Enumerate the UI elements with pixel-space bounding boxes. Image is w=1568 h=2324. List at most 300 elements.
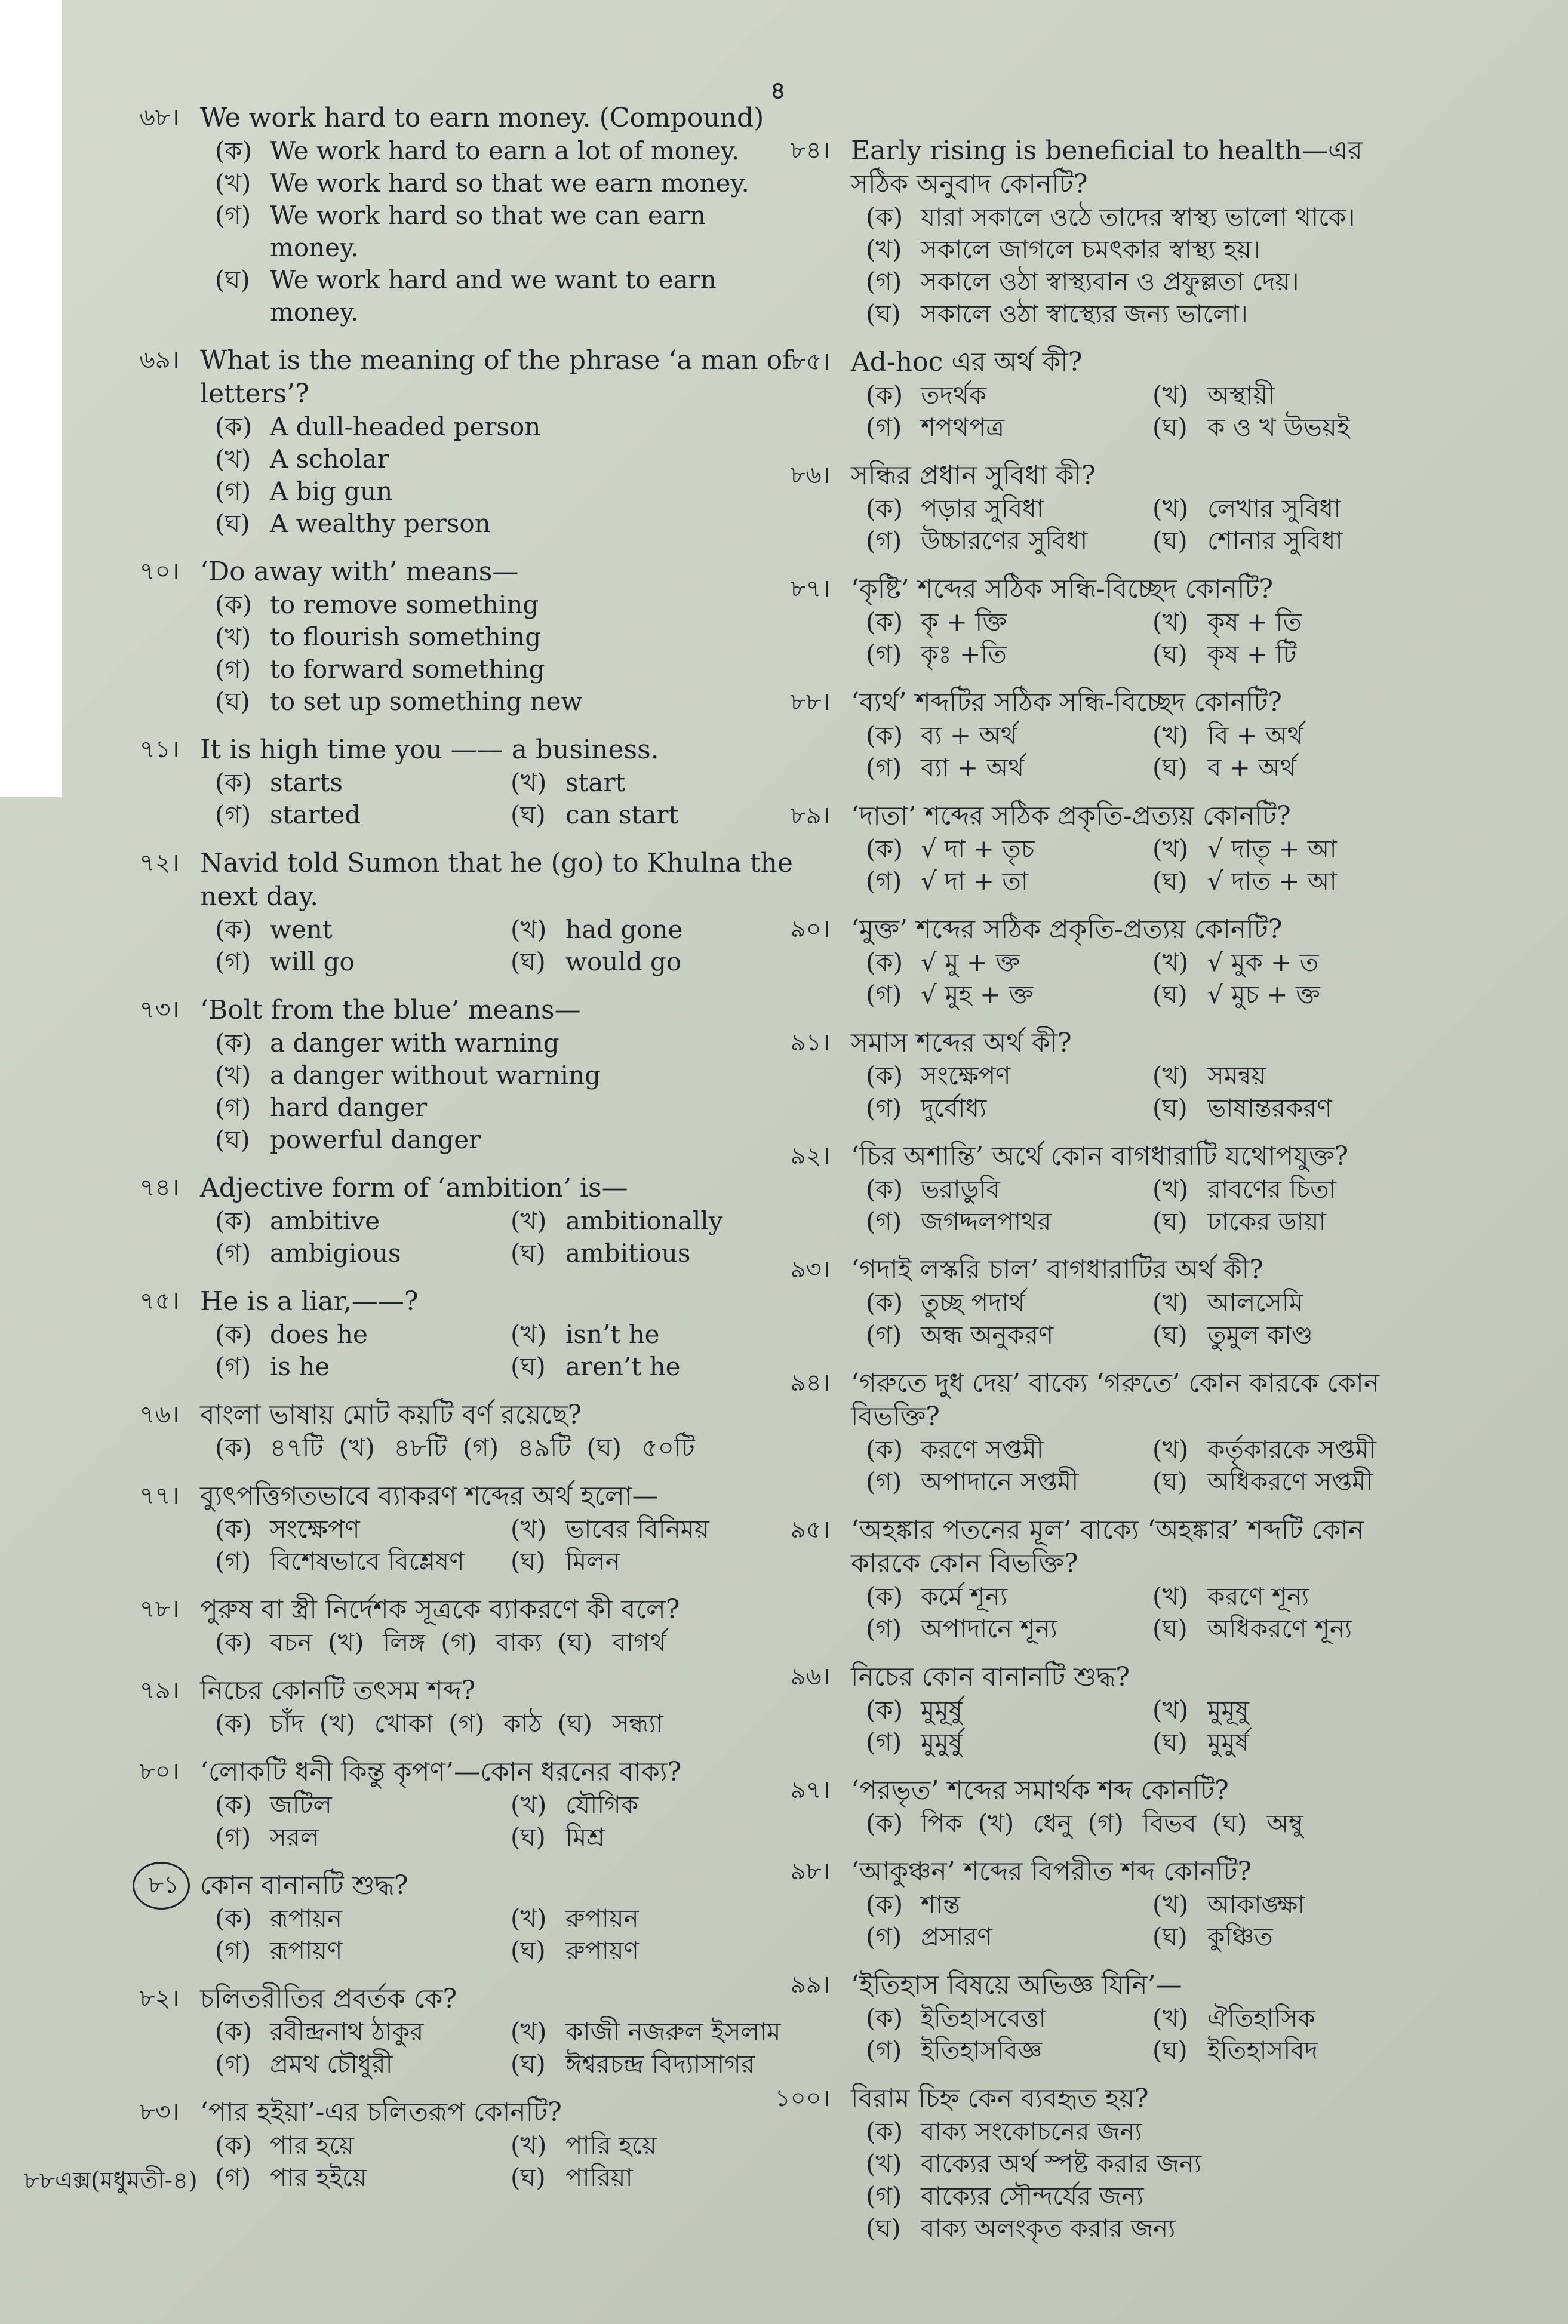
option-list [866,1807,1427,1840]
answer-option [448,1708,542,1740]
option-text: যৌগিক [565,1790,639,1819]
option-text: বচন [270,1628,313,1657]
answer-option [1152,1206,1427,1238]
answer-option [215,475,794,508]
question-text: ‘গরুতে দুধ দেয়’ বাক্যে ‘গরুতে’ কোন কারকে কোন বিভক্তি? [851,1368,1380,1432]
option-list [866,720,1427,784]
answer-option [1152,1581,1427,1613]
answer-option [866,493,1140,525]
option-text: যারা সকালে ওঠে তাদের স্বাস্থ্য ভালো থাকে। [921,202,1355,232]
option-text: মুমূর্ষু [921,1695,963,1724]
answer-option [215,1205,499,1237]
answer-option [866,298,1427,330]
option-label: (ঘ) [215,1125,250,1154]
answer-option [866,606,1140,638]
option-label: (গ) [215,201,251,230]
option-label: (খ) [511,2131,547,2160]
option-text: সকালে ওঠা স্বাস্থ্যের জন্য ভালো। [921,299,1248,328]
answer-option [215,1821,499,1853]
option-text: √ দাতৃ + আ [1207,834,1337,863]
answer-option [586,1432,694,1464]
option-text: We work hard to earn a lot of money. [270,136,740,165]
option-text: কৃ + ক্তি [921,607,1007,637]
option-label: (ক) [866,494,903,523]
option-text: aren’t he [565,1352,681,1381]
option-text: রূপায়ণ [270,1936,343,1965]
option-text: ব্যা + অর্থ [921,753,1025,782]
answer-option [215,2016,499,2048]
option-label: (গ) [866,980,902,1009]
answer-option [1152,1921,1427,1953]
option-label: (ক) [215,590,253,619]
page-footer-code: ৮৮এক্স(মধুমতী-৪) [24,2167,198,2194]
option-text: ambigious [270,1238,401,1268]
option-label: (খ) [1152,607,1189,637]
option-label: (খ) [1152,1582,1189,1611]
option-text: ৪৮টি [393,1433,447,1462]
question [740,913,1427,1011]
option-text: would go [565,947,682,976]
question-number: ৯৭। [790,1776,830,1804]
answer-option [866,2116,1427,2148]
option-list [866,1287,1427,1351]
question-number: ৬৮। [139,104,179,131]
answer-option [215,1027,794,1059]
question-text: বাংলা ভাষায় মোট কয়টি বর্ণ রয়েছে? [200,1400,582,1430]
option-list [866,493,1427,557]
option-label: (গ) [215,1936,251,1965]
answer-option [866,2034,1140,2067]
answer-option [866,1694,1140,1726]
question-number: ৮৯। [790,802,830,829]
option-label: (খ) [511,768,547,797]
question [90,1756,794,1853]
option-label: (গ) [866,866,902,896]
option-label: (গ) [215,800,251,829]
option-label: (গ) [866,1320,902,1349]
option-text: কর্মে শূন্য [921,1582,1008,1611]
option-text: বিভব [1142,1809,1197,1838]
question-number: ৮০। [139,1758,179,1785]
option-text: লিঙ্গ [383,1628,426,1657]
option-list [866,2116,1427,2245]
answer-option [866,2002,1140,2034]
answer-option [215,443,794,475]
answer-option [1152,1173,1427,1206]
answer-option [1152,638,1427,671]
answer-option [1152,1889,1427,1921]
answer-option [1152,1287,1427,1319]
question [740,346,1427,444]
question [90,344,794,540]
option-label: (খ) [1152,1175,1189,1204]
question [90,1398,794,1464]
option-text: is he [270,1352,330,1381]
option-label: (ঘ) [1152,866,1188,896]
option-list [866,1694,1427,1759]
question-text: নিচের কোনটি তৎসম শব্দ? [200,1676,476,1706]
question-text: ‘গদাই লস্করি চাল’ বাগধারাটির অর্থ কী? [851,1255,1263,1285]
option-label: (ক) [866,1435,903,1464]
question [90,1982,794,2080]
answer-option [1088,1807,1197,1840]
option-label: (খ) [1152,834,1189,863]
option-label: (ক) [866,2117,903,2146]
option-label: (ঘ) [1152,640,1188,669]
option-label: (খ) [1152,1695,1189,1724]
answer-option [215,1935,499,1967]
option-label: (গ) [866,413,902,442]
option-list [866,833,1427,897]
question-number: ৭২। [139,849,179,877]
option-label: (ক) [215,1790,253,1819]
option-list [215,1318,794,1383]
option-label: (ঘ) [1152,1614,1188,1643]
option-label: (খ) [215,168,251,198]
answer-option [866,720,1140,752]
option-text: hard danger [270,1093,428,1122]
answer-option [215,2162,499,2194]
question-text: ‘অহঙ্কার পতনের মূল’ বাক্যে ‘অহঙ্কার’ শব্দটি কোন কারকে কোন বিভক্তি? [851,1515,1364,1579]
answer-option [319,1708,433,1740]
option-label: (ঘ) [511,2049,546,2079]
option-text: ক ও খ উভয়ই [1207,413,1350,442]
option-label: (ক) [866,834,903,863]
answer-option [866,1807,963,1840]
option-text: isn’t he [565,1320,660,1349]
question-text: সমাস শব্দের অর্থ কী? [851,1028,1072,1058]
option-text: পড়ার সুবিধা [921,494,1044,523]
answer-option [866,379,1140,411]
option-label: (ঘ) [511,1238,546,1268]
answer-option [215,799,499,831]
answer-option [1152,979,1427,1011]
option-label: (গ) [215,1822,251,1852]
answer-option [1152,493,1427,525]
left-question-column [90,102,794,2209]
option-label: (ক) [215,915,253,944]
option-label: (ঘ) [1152,1727,1188,1757]
option-label: (গ) [215,1352,251,1381]
option-label: (গ) [215,2049,251,2079]
option-text: কৃঃ +তি [921,640,1007,669]
question-text: It is high time you —— a business. [200,734,659,765]
answer-option [866,1206,1140,1238]
answer-option [215,135,794,167]
option-text: পার হইয়ে [270,2163,367,2192]
option-text: কৃষ + তি [1207,607,1302,637]
option-text: √ মুহ + ক্ত [921,980,1034,1009]
answer-option [215,2129,499,2162]
option-list [866,2002,1427,2067]
option-text: √ দা + তা [921,866,1028,896]
option-text: শোনার সুবিধা [1207,526,1343,555]
option-list [215,914,794,978]
option-list [215,1432,794,1464]
option-label: (ঘ) [1152,1467,1188,1496]
answer-option [1152,1466,1427,1498]
answer-option [215,653,794,685]
question-number: ৮৩। [139,2098,179,2126]
question-text: ‘ব্যর্থ’ শব্দটির সঠিক সন্ধি-বিচ্ছেদ কোনটি? [851,687,1283,718]
option-text: বি + অর্থ [1207,721,1303,750]
answer-option [215,621,794,653]
option-text: সন্ধ্যা [612,1709,663,1738]
option-label: (খ) [1152,1435,1189,1464]
option-label: (ক) [215,768,253,797]
option-label: (খ) [866,2149,902,2178]
answer-option [866,1581,1140,1613]
answer-option [866,1613,1140,1645]
answer-option [441,1627,542,1659]
option-text: A wealthy person [270,509,491,538]
question-text: বিরাম চিহ্ন কেন ব্যবহৃত হয়? [851,2083,1149,2114]
question-text: We work hard to earn money. (Compound) [200,103,764,133]
answer-option [215,589,794,621]
option-label: (গ) [215,947,251,976]
option-label: (ঘ) [1152,2036,1188,2065]
question-number: ৯৩। [790,1256,830,1283]
answer-option [1212,1807,1303,1840]
answer-option [215,1513,499,1545]
question [90,1674,794,1740]
option-list [215,1513,794,1578]
answer-option [866,752,1140,784]
question [90,1285,794,1383]
question [90,1172,794,1269]
option-text: পার হয়ে [270,2131,354,2160]
answer-option [463,1432,571,1464]
option-text: ইতিহাসবেত্তা [921,2003,1046,2033]
question-number: ৯৮। [790,1858,830,1885]
option-text: অধিকরণে সপ্তমী [1207,1467,1373,1496]
answer-option [215,1789,499,1821]
answer-option [866,1092,1140,1124]
question [740,1514,1427,1645]
question-text: ‘লোকটি ধনী কিন্তু কৃপণ’—কোন ধরনের বাক্য? [200,1757,682,1787]
option-label: (ঘ) [511,1352,546,1381]
option-list [866,1889,1427,1953]
option-label: (খ) [1152,380,1189,410]
option-text: We work hard and we want to earn money. [270,265,717,327]
option-label: (ক) [866,1809,903,1838]
option-text: বাক্য সংকোচনের জন্য [921,2117,1142,2146]
answer-option [215,167,794,199]
answer-option [215,1237,499,1269]
question-number: ৭৯। [139,1677,179,1704]
option-text: তদর্থক [921,380,987,410]
question-number: ৮৭। [790,575,830,602]
question-text: ‘মুক্ত’ শব্দের সঠিক প্রকৃতি-প্রত্যয় কোনটি? [851,914,1283,945]
option-label: (ক) [866,2003,903,2033]
option-label: (ঘ) [511,1936,546,1965]
scan-margin [0,0,62,797]
option-label: (খ) [319,1709,356,1738]
answer-option [1152,1434,1427,1466]
option-text: a danger with warning [270,1028,559,1058]
option-label: (গ) [866,753,902,782]
option-list [215,2016,794,2080]
option-text: √ দাত + আ [1207,866,1337,896]
option-text: সমন্বয় [1207,1061,1266,1090]
option-text: ৫০টি [641,1433,695,1462]
option-label: (ক) [866,721,903,750]
question-number: ৯৯। [790,1971,830,1999]
option-label: (খ) [215,1060,251,1090]
answer-option [1152,946,1427,979]
option-text: সকালে ওঠা স্বাস্থ্যবান ও প্রফুল্লতা দেয়। [921,267,1299,296]
option-text: অপাদানে সপ্তমী [921,1467,1079,1496]
question [90,1593,794,1659]
answer-option [215,1351,499,1383]
question [740,2082,1427,2245]
option-label: (খ) [1152,1890,1189,1919]
option-label: (খ) [1152,1061,1189,1090]
option-list [215,411,794,540]
option-text: মুমূষু [1207,1695,1249,1724]
option-label: (খ) [977,1809,1014,1838]
option-label: (খ) [215,444,251,474]
option-label: (গ) [866,2036,902,2065]
option-text: কুঞ্চিত [1207,1922,1273,1951]
answer-option [1152,1726,1427,1759]
question-number: ৭৫। [139,1287,179,1315]
option-label: (ক) [866,202,903,232]
option-label: (ঘ) [511,1822,546,1852]
answer-option [215,1627,312,1659]
option-label: (ক) [215,1628,253,1657]
option-text: করণে শূন্য [1207,1582,1309,1611]
option-text: went [270,915,333,944]
option-label: (ক) [866,607,903,637]
answer-option [1152,720,1427,752]
answer-option [866,638,1140,671]
question-text: ব্যুৎপত্তিগতভাবে ব্যাকরণ শব্দের অর্থ হলো— [200,1481,659,1511]
answer-option [1152,752,1427,784]
option-text: to remove something [270,590,539,619]
answer-option [215,1092,794,1124]
option-label: (ক) [215,136,253,165]
option-text: A dull-headed person [270,412,541,441]
option-text: ইতিহাসবিদ [1207,2036,1318,2065]
question-number: ৭৩। [139,996,179,1023]
option-text: to forward something [270,654,545,684]
option-text: powerful danger [270,1125,481,1154]
answer-option [866,233,1427,266]
question-number: ৯১। [790,1029,830,1056]
option-label: (গ) [215,477,251,506]
answer-option [866,1889,1140,1921]
option-text: পিক [921,1809,963,1838]
option-text: অপাদানে শূন্য [921,1614,1057,1643]
option-text: will go [270,947,355,976]
option-label: (ক) [215,2131,253,2160]
answer-option [339,1432,447,1464]
option-text: দুর্বোধ্য [921,1093,987,1123]
option-label: (ঘ) [1212,1809,1247,1838]
answer-option [866,1060,1140,1092]
option-text: তুচ্ছ পদার্থ [921,1288,1025,1317]
answer-option [866,946,1140,979]
option-label: (ক) [215,2017,253,2046]
option-text: to flourish something [270,622,542,651]
option-label: (ক) [215,412,253,441]
question-text: Adjective form of ‘ambition’ is— [200,1173,628,1203]
option-text: করণে সপ্তমী [921,1435,1044,1464]
option-label: (ঘ) [1152,413,1188,442]
option-label: (খ) [511,1206,547,1235]
option-text: রুপায়ন [565,1904,639,1933]
option-label: (ঘ) [1152,526,1188,555]
answer-option [866,1921,1140,1953]
question-number: ৯৪। [790,1369,830,1397]
option-text: বাক্য [496,1628,542,1657]
question [740,134,1427,330]
option-text: শপথপত্র [921,413,1004,442]
answer-option [866,201,1427,233]
question-number: ৭৬। [139,1401,179,1428]
answer-option [1152,525,1427,557]
question [740,1253,1427,1351]
question-number: ৮৬। [790,462,830,489]
answer-option [866,2180,1427,2212]
option-text: আকাঙ্ক্ষা [1207,1890,1305,1919]
option-text: জটিল [270,1790,332,1819]
option-label: (গ) [215,1238,251,1268]
option-text: had gone [565,915,683,944]
option-text: প্রমথ চৌধুরী [270,2049,393,2079]
answer-option [866,411,1140,444]
option-label: (গ) [215,1547,251,1576]
option-label: (গ) [448,1709,485,1738]
option-label: (গ) [441,1628,477,1657]
question [90,1480,794,1578]
option-text: পারিয়া [565,2163,633,2192]
page-number: ৪ [770,76,786,104]
option-label: (ঘ) [1152,1207,1188,1236]
answer-option [1152,1613,1427,1645]
question-text: ‘Bolt from the blue’ means— [200,995,581,1025]
answer-option [215,1124,794,1156]
answer-option [215,685,794,718]
option-label: (ঘ) [866,2214,901,2243]
answer-option [978,1807,1072,1840]
option-label: (ঘ) [215,265,250,294]
option-text: শান্ত [921,1890,960,1919]
option-label: (গ) [866,1467,902,1496]
answer-option [215,914,499,946]
question [740,1367,1427,1498]
answer-option [866,1287,1140,1319]
option-text: ৪৯টি [517,1433,571,1462]
question-number: ৭৭। [139,1482,179,1510]
option-text: ambitious [565,1238,691,1268]
question [740,1969,1427,2067]
question-text: ‘পার হইয়া’-এর চলিতরূপ কোনটি? [200,2097,562,2128]
question-text: ‘ইতিহাস বিষয়ে অভিজ্ঞ যিনি’— [851,1970,1182,2000]
question-text: He is a liar,——? [200,1286,419,1317]
question-text: ‘Do away with’ means— [200,557,519,587]
answer-option [866,2148,1427,2180]
option-label: (ঘ) [1152,980,1188,1009]
option-label: (গ) [866,1922,902,1951]
option-text: মিলন [565,1547,620,1576]
option-text: ambitionally [565,1206,723,1235]
question-number: ৬৯। [139,346,179,374]
option-label: (ক) [866,1695,903,1724]
option-label: (ক) [866,380,903,410]
question-text: Early rising is beneficial to health—এর সঠিক অনুবাদ কোনটি? [851,136,1363,199]
